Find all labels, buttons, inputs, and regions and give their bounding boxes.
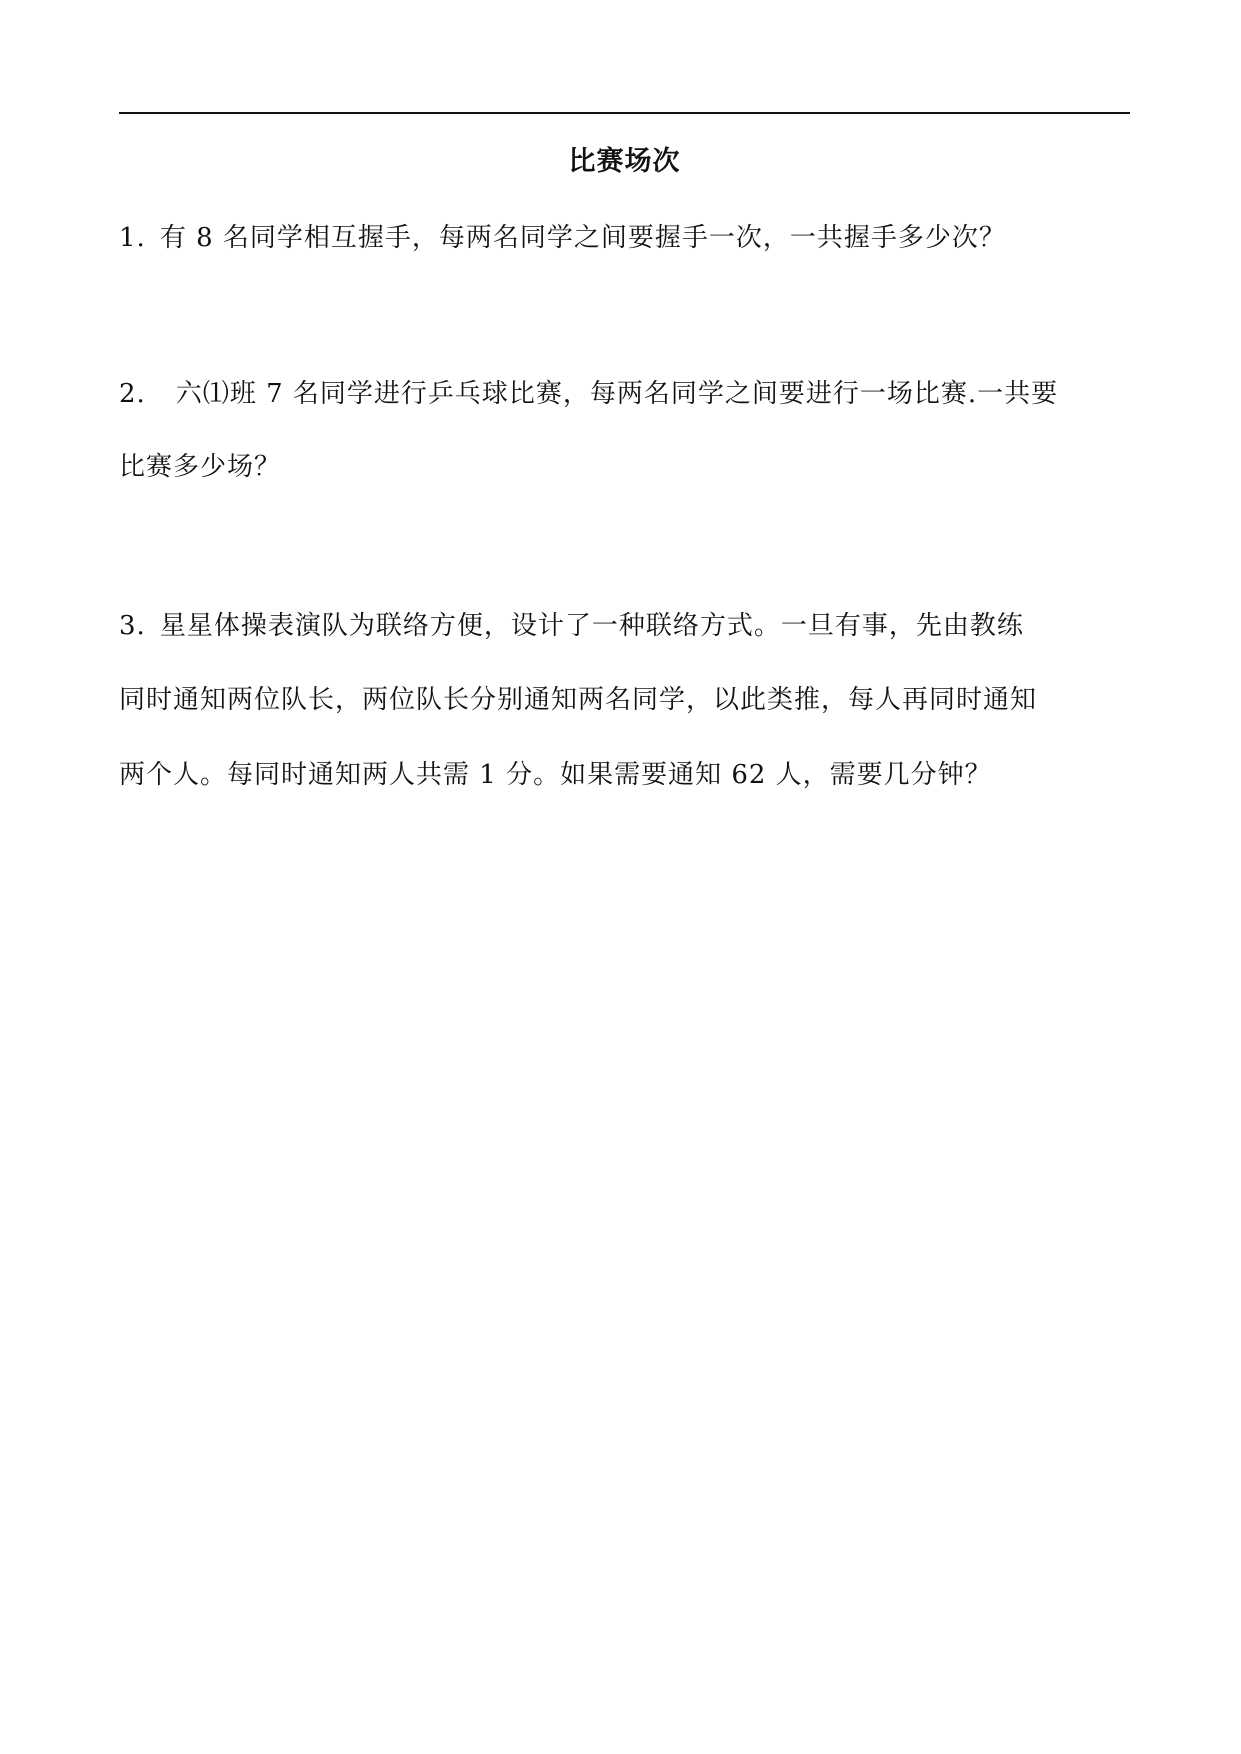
question-3-continuation: 同时通知两位队长，两位队长分别通知两名同学，以此类推，每人再同时通知 [119,685,1038,715]
question-1 [119,218,1130,258]
question-2 [119,374,1130,414]
question-number: 3. [119,611,146,641]
question-text: 有 8 名同学相互握手，每两名同学之间要握手一次，一共握手多少次？ [159,223,1006,253]
question-number: 2. [119,379,146,409]
question-3 [119,606,1130,646]
question-2-continuation: 比赛多少场？ [119,452,282,482]
question-number: 1. [119,223,146,253]
question-3-continuation: 两个人。每同时通知两人共需 1 分。如果需要通知 62 人，需要几分钟？ [119,760,992,790]
question-text: 六⑴班 7 名同学进行乒乓球比赛，每两名同学之间要进行一场比赛.一共要 [175,379,1059,409]
page-title: 比赛场次 [568,146,681,177]
question-text: 星星体操表演队为联络方便，设计了一种联络方式。一旦有事，先由教练 [159,611,1024,641]
header-rule [119,112,1130,114]
